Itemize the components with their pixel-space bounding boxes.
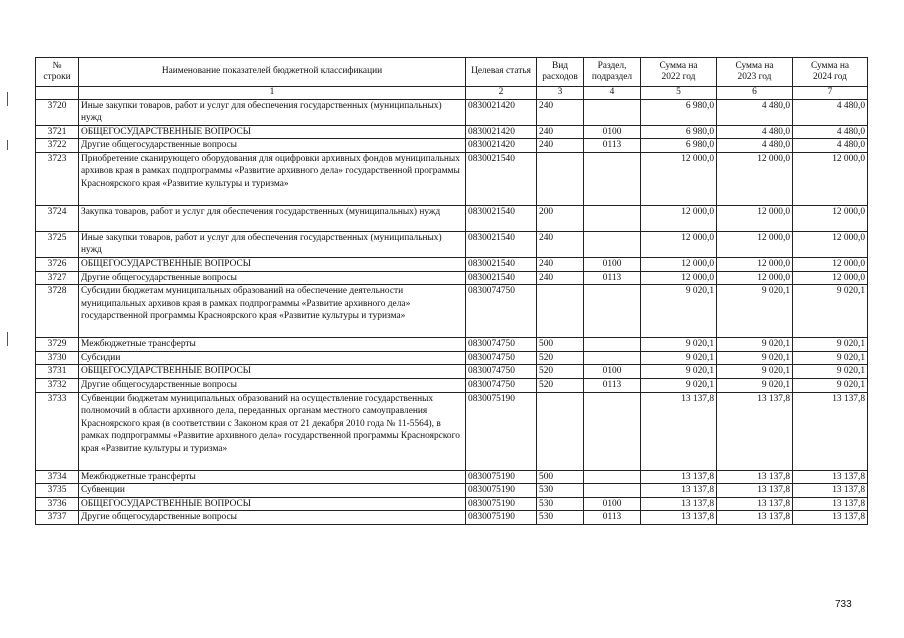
table-row <box>36 271 868 285</box>
header-expense-type <box>537 58 584 87</box>
column-number-cell: 3 <box>537 87 584 100</box>
section-cell: 0113 <box>584 271 641 285</box>
expense-type-cell: 530 <box>537 484 584 498</box>
sum-2022-cell: 9 020,1 <box>641 351 717 365</box>
section-cell <box>584 99 641 125</box>
table-row <box>36 139 868 153</box>
header-row-number <box>36 58 79 87</box>
table-row <box>36 470 868 484</box>
table-row <box>36 231 868 257</box>
expense-type-cell: 240 <box>537 99 584 125</box>
sum-2022-cell: 12 000,0 <box>641 205 717 231</box>
sum-2022-cell: 6 980,0 <box>641 125 717 139</box>
expense-type-cell: 500 <box>537 470 584 484</box>
column-number-cell: 1 <box>79 87 466 100</box>
indicator-name-cell: Закупка товаров, работ и услуг для обеспечения государственных (муниципальных) нужд <box>79 205 466 231</box>
target-article-cell: 0830021420 <box>466 99 537 125</box>
sum-2024-cell: 9 020,1 <box>793 351 868 365</box>
header-section-line2: подраздел <box>591 72 633 82</box>
table-row <box>36 484 868 498</box>
table-row <box>36 338 868 352</box>
section-cell <box>584 392 641 470</box>
sum-2023-cell: 9 020,1 <box>717 338 793 352</box>
sum-2023-cell: 12 000,0 <box>717 258 793 272</box>
table-row <box>36 511 868 525</box>
expense-type-cell: 530 <box>537 511 584 525</box>
sum-2024-cell: 12 000,0 <box>793 258 868 272</box>
target-article-cell: 0830074750 <box>466 379 537 393</box>
sum-2024-cell: 4 480,0 <box>793 125 868 139</box>
row-number-cell: 3735 <box>36 484 79 498</box>
target-article-cell: 0830075190 <box>466 392 537 470</box>
row-number-cell: 3725 <box>36 231 79 257</box>
sum-2022-cell: 9 020,1 <box>641 338 717 352</box>
sum-2023-cell: 13 137,8 <box>717 511 793 525</box>
section-cell: 0113 <box>584 511 641 525</box>
header-sum-2023-line1: Сумма на <box>735 60 774 71</box>
row-number-cell: 3733 <box>36 392 79 470</box>
sum-2023-cell: 13 137,8 <box>717 484 793 498</box>
table-row <box>36 392 868 470</box>
indicator-name-cell: Иные закупки товаров, работ и услуг для обеспечения государственных (муниципальных) нужд <box>79 231 466 257</box>
table-row <box>36 351 868 365</box>
sum-2023-cell: 9 020,1 <box>717 365 793 379</box>
header-sum-2024 <box>793 58 868 87</box>
sum-2023-cell: 4 480,0 <box>717 99 793 125</box>
column-number-row <box>36 87 868 100</box>
page-number: 733 <box>835 599 852 610</box>
column-number-cell: 5 <box>641 87 717 100</box>
target-article-cell: 0830021420 <box>466 125 537 139</box>
indicator-name-cell: ОБЩЕГОСУДАРСТВЕННЫЕ ВОПРОСЫ <box>79 497 466 511</box>
row-number-cell: 3722 <box>36 139 79 153</box>
section-cell: 0100 <box>584 365 641 379</box>
table-body <box>36 99 868 525</box>
expense-type-cell: 240 <box>537 125 584 139</box>
column-number-cell: 7 <box>793 87 868 100</box>
sum-2024-cell: 12 000,0 <box>793 152 868 205</box>
indicator-name-cell: Межбюджетные трансферты <box>79 470 466 484</box>
column-number-cell <box>36 87 79 100</box>
table-row <box>36 152 868 205</box>
row-number-cell: 3730 <box>36 351 79 365</box>
section-cell <box>584 205 641 231</box>
table-row <box>36 497 868 511</box>
sum-2024-cell: 13 137,8 <box>793 484 868 498</box>
section-cell: 0113 <box>584 139 641 153</box>
row-number-cell: 3736 <box>36 497 79 511</box>
sum-2023-cell: 9 020,1 <box>717 351 793 365</box>
indicator-name-cell: Другие общегосударственные вопросы <box>79 379 466 393</box>
expense-type-cell: 240 <box>537 258 584 272</box>
sum-2022-cell: 13 137,8 <box>641 392 717 470</box>
target-article-cell: 0830075190 <box>466 497 537 511</box>
sum-2023-cell: 12 000,0 <box>717 152 793 205</box>
sum-2024-cell: 4 480,0 <box>793 139 868 153</box>
section-cell <box>584 152 641 205</box>
target-article-cell: 0830021540 <box>466 271 537 285</box>
indicator-name-cell: Межбюджетные трансферты <box>79 338 466 352</box>
sum-2023-cell: 9 020,1 <box>717 285 793 338</box>
column-number-cell: 2 <box>466 87 537 100</box>
sum-2024-cell: 9 020,1 <box>793 379 868 393</box>
header-section <box>584 58 641 87</box>
indicator-name-cell: Субвенции бюджетам муниципальных образований на осуществление государственных полномочий в области архивного дела, переданных органам местного самоуправления Красноярского края (в соответствии с Законом края от 21 декабря 2010 года № 11-5564), в рамках подпрограммы «Развитие архивного дела» государственной программы Красноярского края «Развитие культуры и туризма» <box>79 392 466 470</box>
expense-type-cell: 500 <box>537 338 584 352</box>
sum-2022-cell: 13 137,8 <box>641 470 717 484</box>
sum-2023-cell: 4 480,0 <box>717 139 793 153</box>
target-article-cell: 0830075190 <box>466 511 537 525</box>
section-cell <box>584 285 641 338</box>
row-number-cell: 3732 <box>36 379 79 393</box>
sum-2023-cell: 9 020,1 <box>717 379 793 393</box>
sum-2022-cell: 6 980,0 <box>641 99 717 125</box>
target-article-cell: 0830074750 <box>466 351 537 365</box>
sum-2024-cell: 13 137,8 <box>793 470 868 484</box>
target-article-cell: 0830075190 <box>466 484 537 498</box>
sum-2022-cell: 12 000,0 <box>641 231 717 257</box>
table-row <box>36 258 868 272</box>
section-cell: 0100 <box>584 258 641 272</box>
target-article-cell: 0830021540 <box>466 258 537 272</box>
sum-2024-cell: 9 020,1 <box>793 365 868 379</box>
expense-type-cell <box>537 152 584 205</box>
indicator-name-cell: Другие общегосударственные вопросы <box>79 511 466 525</box>
target-article-cell: 0830074750 <box>466 285 537 338</box>
row-number-cell: 3723 <box>36 152 79 205</box>
budget-table <box>35 57 868 525</box>
indicator-name-cell: Другие общегосударственные вопросы <box>79 271 466 285</box>
header-sum-2024-line1: Сумма на <box>810 60 850 71</box>
header-section-line1: Раздел, <box>597 60 627 71</box>
expense-type-cell: 520 <box>537 365 584 379</box>
sum-2022-cell: 13 137,8 <box>641 484 717 498</box>
sum-2022-cell: 9 020,1 <box>641 285 717 338</box>
target-article-cell: 0830074750 <box>466 338 537 352</box>
row-number-cell: 3731 <box>36 365 79 379</box>
table-header-row <box>36 58 868 87</box>
row-number-cell: 3727 <box>36 271 79 285</box>
section-cell: 0100 <box>584 497 641 511</box>
table-row <box>36 125 868 139</box>
table-row <box>36 205 868 231</box>
sum-2023-cell: 13 137,8 <box>717 470 793 484</box>
sum-2023-cell: 13 137,8 <box>717 497 793 511</box>
row-number-cell: 3726 <box>36 258 79 272</box>
header-name: Наименование показателей бюджетной классификации <box>79 58 466 87</box>
expense-type-cell: 520 <box>537 351 584 365</box>
scan-edge-mark <box>7 92 8 106</box>
target-article-cell: 0830021540 <box>466 152 537 205</box>
header-target-article: Целевая статья <box>466 58 537 87</box>
sum-2023-cell: 4 480,0 <box>717 125 793 139</box>
header-expense-type-line2: расходов <box>542 72 578 82</box>
sum-2024-cell: 12 000,0 <box>793 231 868 257</box>
target-article-cell: 0830021420 <box>466 139 537 153</box>
indicator-name-cell: Иные закупки товаров, работ и услуг для обеспечения государственных (муниципальных) нужд <box>79 99 466 125</box>
indicator-name-cell: Субсидии бюджетам муниципальных образований на обеспечение деятельности муниципальных архивов края в рамках подпрограммы «Развитие архивного дела» государственной программы Красноярского края «Развитие культуры и туризма» <box>79 285 466 338</box>
sum-2022-cell: 9 020,1 <box>641 365 717 379</box>
expense-type-cell: 530 <box>537 497 584 511</box>
sum-2022-cell: 12 000,0 <box>641 271 717 285</box>
expense-type-cell: 520 <box>537 379 584 393</box>
header-sum-2022 <box>641 58 717 87</box>
table-row <box>36 99 868 125</box>
expense-type-cell: 240 <box>537 139 584 153</box>
section-cell <box>584 470 641 484</box>
target-article-cell: 0830021540 <box>466 231 537 257</box>
row-number-cell: 3729 <box>36 338 79 352</box>
sum-2022-cell: 6 980,0 <box>641 139 717 153</box>
sum-2023-cell: 12 000,0 <box>717 271 793 285</box>
target-article-cell: 0830075190 <box>466 470 537 484</box>
sum-2022-cell: 12 000,0 <box>641 258 717 272</box>
row-number-cell: 3721 <box>36 125 79 139</box>
table-row <box>36 285 868 338</box>
table-row <box>36 365 868 379</box>
scan-edge-mark <box>7 332 8 346</box>
header-sum-2022-line1: Сумма на <box>659 60 698 71</box>
column-number-cell: 4 <box>584 87 641 100</box>
header-sum-2022-line2: 2022 год <box>661 72 696 82</box>
sum-2023-cell: 12 000,0 <box>717 231 793 257</box>
sum-2023-cell: 12 000,0 <box>717 205 793 231</box>
table-row <box>36 379 868 393</box>
section-cell: 0113 <box>584 379 641 393</box>
expense-type-cell <box>537 285 584 338</box>
header-sum-2023 <box>717 58 793 87</box>
sum-2024-cell: 13 137,8 <box>793 511 868 525</box>
sum-2024-cell: 13 137,8 <box>793 392 868 470</box>
row-number-cell: 3728 <box>36 285 79 338</box>
row-number-cell: 3724 <box>36 205 79 231</box>
section-cell <box>584 231 641 257</box>
sum-2022-cell: 13 137,8 <box>641 497 717 511</box>
sum-2024-cell: 4 480,0 <box>793 99 868 125</box>
indicator-name-cell: Субсидии <box>79 351 466 365</box>
sum-2024-cell: 13 137,8 <box>793 497 868 511</box>
scan-edge-mark <box>7 140 8 150</box>
sum-2024-cell: 12 000,0 <box>793 271 868 285</box>
sum-2024-cell: 12 000,0 <box>793 205 868 231</box>
sum-2022-cell: 9 020,1 <box>641 379 717 393</box>
indicator-name-cell: ОБЩЕГОСУДАРСТВЕННЫЕ ВОПРОСЫ <box>79 365 466 379</box>
header-expense-type-line1: Вид <box>551 60 569 71</box>
expense-type-cell: 240 <box>537 231 584 257</box>
header-sum-2023-line2: 2023 год <box>737 72 772 82</box>
row-number-cell: 3737 <box>36 511 79 525</box>
section-cell <box>584 351 641 365</box>
indicator-name-cell: Другие общегосударственные вопросы <box>79 139 466 153</box>
column-number-cell: 6 <box>717 87 793 100</box>
target-article-cell: 0830074750 <box>466 365 537 379</box>
header-row-number-line1: № <box>52 60 62 71</box>
section-cell <box>584 484 641 498</box>
section-cell <box>584 338 641 352</box>
row-number-cell: 3734 <box>36 470 79 484</box>
header-sum-2024-line2: 2024 год <box>813 72 847 82</box>
indicator-name-cell: Приобретение сканирующего оборудования для оцифровки архивных фондов муниципальных архивов края в рамках подпрограммы «Развитие архивного дела» государственной программы Красноярского края «Развитие культуры и туризма» <box>79 152 466 205</box>
sum-2023-cell: 13 137,8 <box>717 392 793 470</box>
sum-2022-cell: 13 137,8 <box>641 511 717 525</box>
expense-type-cell: 200 <box>537 205 584 231</box>
sum-2022-cell: 12 000,0 <box>641 152 717 205</box>
row-number-cell: 3720 <box>36 99 79 125</box>
sum-2024-cell: 9 020,1 <box>793 285 868 338</box>
header-row-number-line2: строки <box>43 72 71 82</box>
sum-2024-cell: 9 020,1 <box>793 338 868 352</box>
expense-type-cell: 240 <box>537 271 584 285</box>
indicator-name-cell: Субвенции <box>79 484 466 498</box>
expense-type-cell <box>537 392 584 470</box>
indicator-name-cell: ОБЩЕГОСУДАРСТВЕННЫЕ ВОПРОСЫ <box>79 125 466 139</box>
indicator-name-cell: ОБЩЕГОСУДАРСТВЕННЫЕ ВОПРОСЫ <box>79 258 466 272</box>
target-article-cell: 0830021540 <box>466 205 537 231</box>
section-cell: 0100 <box>584 125 641 139</box>
